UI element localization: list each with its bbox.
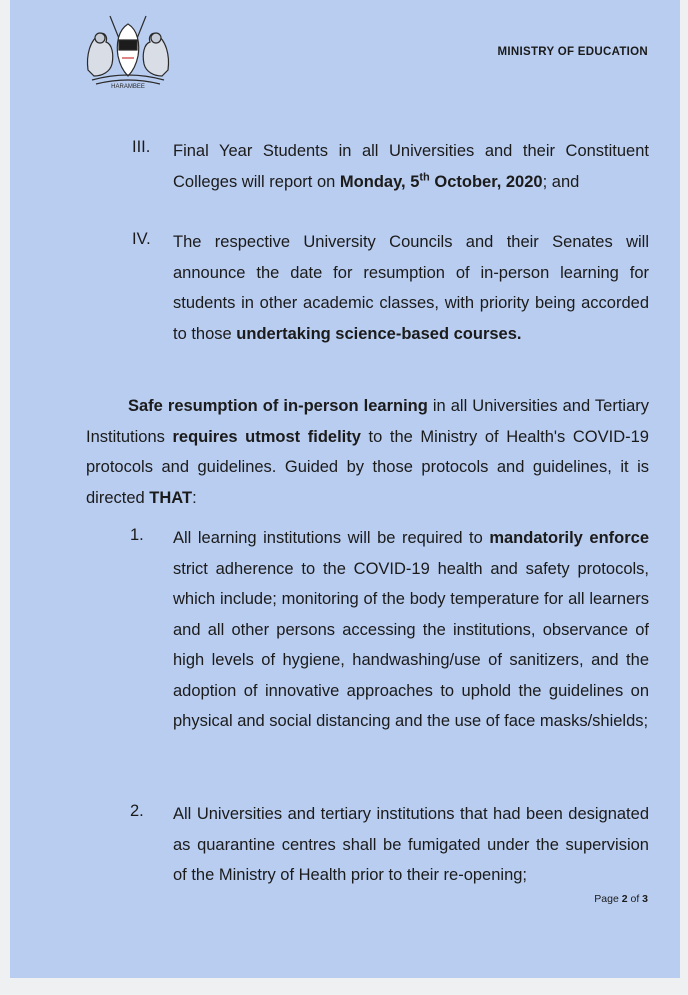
kenya-coat-of-arms-icon — [78, 10, 178, 90]
item-numeral: 2. — [130, 802, 144, 820]
emphasis-text: THAT — [149, 488, 193, 507]
text-run: to the Ministry of Health's COVID-19 protocols and guidelines. Guided by those protocols and guidelines, it is directed — [86, 427, 649, 507]
emphasis-text: undertaking science-based courses. — [236, 324, 522, 343]
svg-text:HARAMBEE: HARAMBEE — [111, 84, 145, 90]
emphasis-text: requires utmost fidelity — [172, 427, 361, 446]
date-emphasis: October, 2020 — [429, 172, 543, 191]
text-run: The respective University Councils and their Senates will announce the date for resumption of in-person learning for students in other academic classes, with priority being accorded to those — [173, 233, 649, 343]
item-numeral: IV. — [132, 230, 151, 248]
text-run: ; and — [542, 172, 580, 191]
emphasis-text: Safe resumption of in-person learning — [128, 397, 428, 415]
page-total: 3 — [642, 893, 648, 905]
page-number — [594, 893, 648, 905]
page-bottom-margin — [0, 978, 688, 995]
date-superscript: th — [419, 171, 430, 183]
directive-item-1 — [173, 523, 649, 737]
directive-item-2 — [173, 799, 649, 891]
text-run: : — [192, 488, 197, 507]
ministry-header: MINISTRY OF EDUCATION — [497, 46, 648, 58]
page-current: 2 — [621, 893, 628, 905]
page-label: of — [627, 893, 643, 905]
item-numeral: 1. — [130, 526, 144, 544]
item-numeral: III. — [132, 138, 151, 156]
item-iv-text — [173, 227, 649, 349]
page-label: Page — [594, 893, 622, 905]
text-run: All Universities and tertiary institutions that had been designated as quarantine centres shall be fumigated under the supervision of the Ministry of Health prior to their re-opening; — [173, 805, 649, 884]
text-run: All learning institutions will be required to — [173, 529, 490, 547]
text-run: strict adherence to the COVID-19 health and safety protocols, which include; monitoring of the body temperature for all learners and all other persons accessing the institutions, observance of high levels of hygiene, handwashing/use of sanitizers, and the adoption of innovative approaches to uphold the guidelines on physical and social distancing and the use of face masks/shields; — [173, 559, 649, 730]
item-iii-text — [173, 136, 649, 197]
emphasis-text: mandatorily enforce — [489, 529, 649, 547]
directive-intro — [86, 391, 649, 513]
text-run: Final Year Students in all Universities and their Constituent Colleges will report on — [173, 142, 649, 191]
text-run: in all Universities and Tertiary Institutions — [86, 397, 649, 446]
date-emphasis: Monday, 5 — [339, 172, 420, 191]
